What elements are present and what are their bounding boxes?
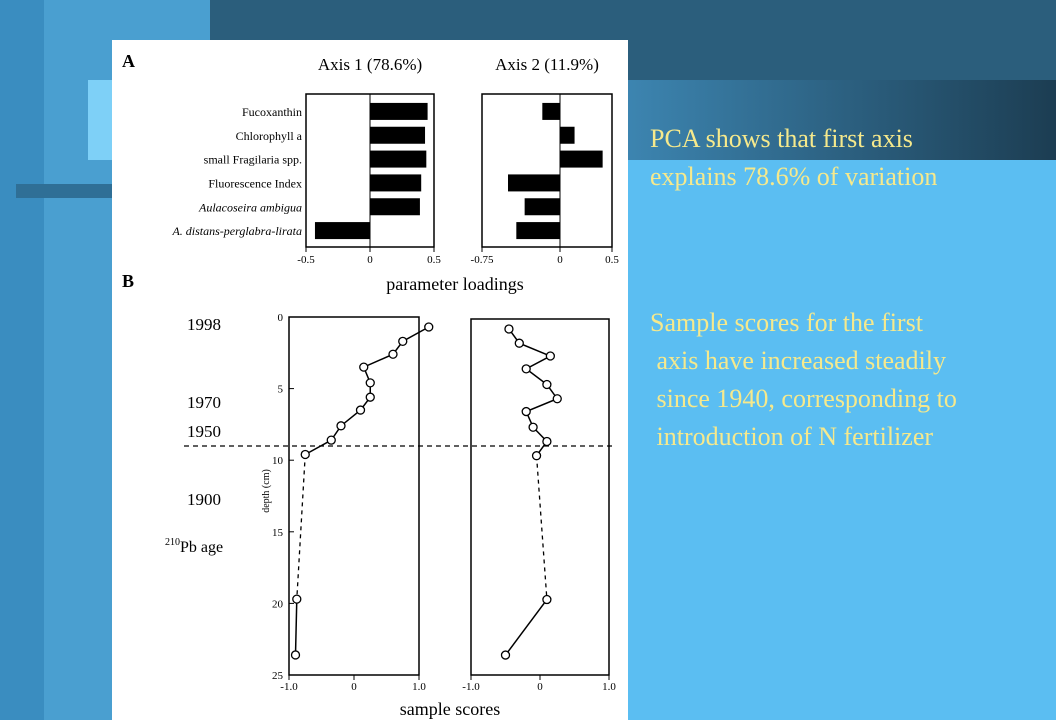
data-point-3: [522, 365, 530, 373]
y-axis-title: depth (cm): [261, 469, 272, 513]
y-tick-label: 25: [272, 670, 283, 682]
x-tick-label: 0: [537, 681, 543, 693]
x-tick-label: -0.5: [297, 254, 315, 266]
y-tick-label: 0: [277, 312, 283, 324]
y-tick-label: 10: [272, 455, 283, 468]
data-point-4: [543, 381, 551, 389]
data-point-11: [292, 651, 300, 659]
bar-4: [370, 198, 420, 215]
category-label-2: small Fragilaria spp.: [203, 152, 302, 167]
data-point-10: [293, 595, 301, 603]
category-label-1: Chlorophyll a: [235, 128, 302, 143]
scores-note-line-2: axis have increased steadily: [650, 346, 946, 375]
x-tick-label: 0: [557, 254, 563, 266]
age-label-1900: 1900: [187, 490, 221, 509]
pb-age-superscript: 210: [165, 537, 180, 548]
chart-title: Axis 1 (78.6%): [317, 55, 423, 74]
x-tick-label: -1.0: [462, 681, 480, 693]
bar-1: [560, 127, 575, 144]
data-point-9: [301, 450, 309, 458]
data-point-5: [553, 395, 561, 403]
y-tick-label: 5: [277, 383, 283, 396]
x-tick-label: 0: [351, 681, 357, 693]
data-point-7: [337, 422, 345, 430]
data-point-0: [505, 325, 513, 333]
category-label-3: Fluorescence Index: [208, 176, 302, 191]
bar-2: [560, 151, 603, 168]
data-point-1: [515, 339, 523, 347]
data-point-2: [389, 350, 397, 358]
x-tick-label: 0: [367, 254, 373, 266]
data-point-6: [357, 406, 365, 414]
data-point-4: [366, 379, 374, 387]
data-point-2: [546, 352, 554, 360]
bar-5: [516, 222, 560, 239]
data-point-6: [522, 408, 530, 416]
y-tick-label: 15: [272, 526, 283, 539]
bar-3: [508, 174, 560, 191]
age-label-1998: 1998: [187, 315, 221, 334]
data-point-8: [327, 436, 335, 444]
pca-note-line-2: explains 78.6% of variation: [650, 162, 938, 191]
scores-note-line-4: introduction of N fertilizer: [650, 422, 934, 451]
bar-5: [315, 222, 370, 239]
age-label-1950: 1950: [187, 422, 221, 441]
x-tick-label: -0.75: [470, 254, 494, 266]
data-point-9: [533, 452, 541, 460]
bar-1: [370, 127, 425, 144]
panel-a-label: A: [122, 51, 135, 71]
scores-note-line-3: since 1940, corresponding to: [650, 384, 957, 413]
age-label-1970: 1970: [187, 393, 221, 412]
data-point-7: [529, 423, 537, 431]
category-label-0: Fucoxanthin: [242, 104, 302, 119]
x-tick-label: 1.0: [412, 681, 426, 693]
x-tick-label: -1.0: [280, 681, 298, 693]
data-point-0: [425, 323, 433, 331]
category-label-4: Aulacoseira ambigua: [199, 200, 302, 215]
pca-note-line-1: PCA shows that first axis: [650, 124, 913, 153]
bar-4: [525, 198, 560, 215]
x-axis-title: parameter loadings: [386, 274, 524, 294]
x-tick-label: 0.5: [427, 254, 441, 266]
data-point-8: [543, 437, 551, 445]
panel-b-label: B: [122, 271, 135, 291]
category-label-5: A. distans-perglabra-lirata: [172, 224, 302, 239]
data-point-11: [502, 651, 510, 659]
data-point-10: [543, 596, 551, 604]
data-point-5: [366, 393, 374, 401]
bar-0: [370, 103, 428, 120]
y-tick-label: 20: [272, 598, 283, 611]
x-tick-label: 1.0: [602, 681, 616, 693]
x-tick-label: 0.5: [605, 254, 619, 266]
data-point-3: [360, 363, 368, 371]
scores-note-line-1: Sample scores for the first: [650, 308, 923, 337]
bar-2: [370, 151, 426, 168]
bar-3: [370, 174, 421, 191]
chart-title: Axis 2 (11.9%): [495, 55, 599, 74]
pb-age-text: Pb age: [180, 539, 224, 556]
x-axis-title: sample scores: [399, 699, 501, 719]
data-point-1: [399, 337, 407, 345]
bar-0: [542, 103, 560, 120]
